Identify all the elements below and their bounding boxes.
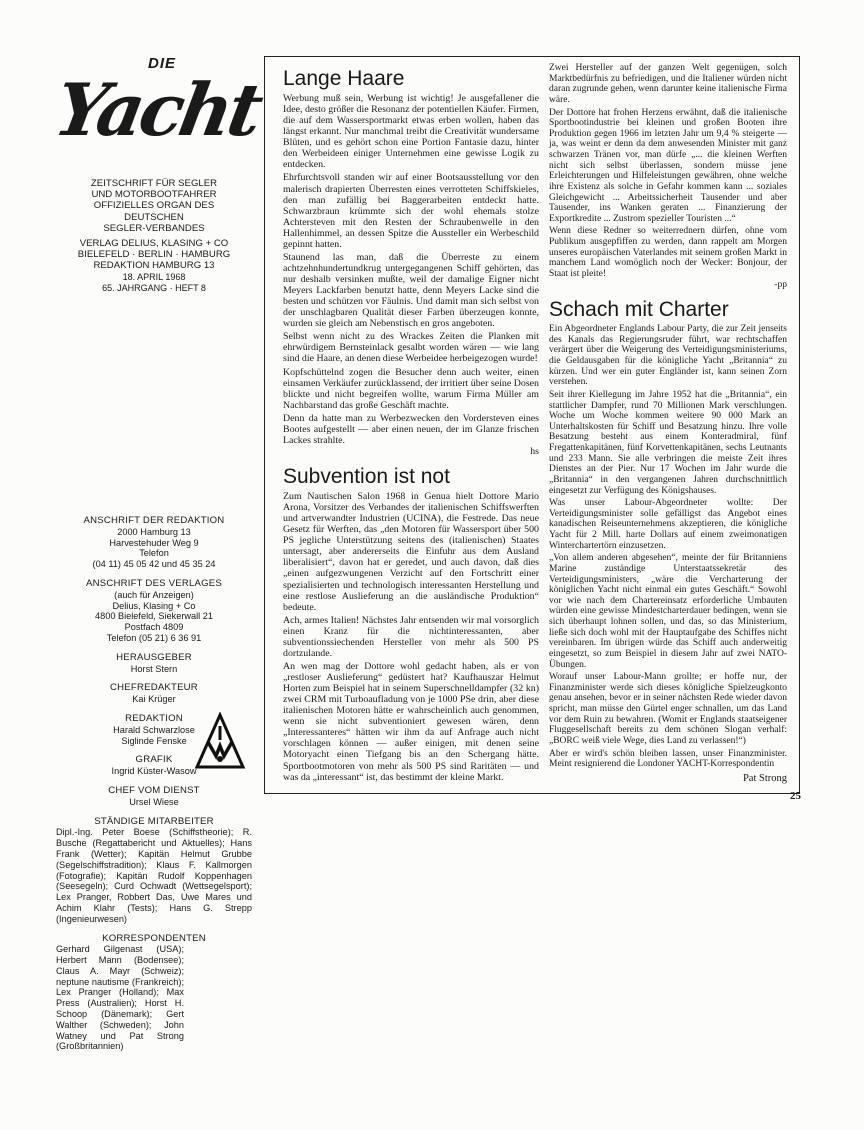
article-frame — [264, 56, 800, 794]
article-paragraph: Ein Abgeordneter Englands Labour Party, die zur Zeit jenseits des Kanals das Regierungsruder führt, war rechtschaffen verärgert über die Weigerung des Verteidigungsministeriums, die Geldausgaben für die königliche Yacht „Britannia“ zu kürzen. Und wer ein guter Engländer ist, kann seinen Zorn verstehen. — [549, 324, 787, 388]
article-paragraph: Ehrfurchtsvoll standen wir auf einer Bootsausstellung vor den malerisch drapierten Überresten eines verrotteten Schiffskieles, den man zufällig bei Baggerarbeiten entdeckt hatte. Schwarzbraun krümmte sich der wohl ehemals stolze Achtersteven mit den Resten der Schraubenwelle in den Hallenhimmel, an dessen Spitze die Aussteller ein Werbeschild gepinnt hatten. — [283, 172, 539, 250]
verlag-line: Postfach 4809 — [124, 622, 184, 633]
herausgeber-heading: HERAUSGEBER — [116, 651, 192, 663]
article-paragraph: Werbung muß sein, Werbung ist wichtig! Je ausgefallener die Idee, desto größer die Resonanz der potentiellen Käufer. Firmen, die auf dem Wassersportmarkt etwas erben wollen, haben das längst erkannt. Nur manchmal treibt die Creativität wundersame Blüten, und es gehört schon eine Portion Fantasie dazu, hinter den Werbeideen einiger Unternehmen eine gewisse Logik zu entdecken. — [283, 93, 539, 171]
redaktion-heading: ANSCHRIFT DER REDAKTION — [83, 515, 225, 526]
yacht-logo — [48, 52, 266, 164]
issue-date: 18. APRIL 1968 — [122, 271, 186, 282]
article-paragraph: Was unser Labour-Abgeordneter wollte: Der Verteidigungsminister solle gefälligst das Angebot eines kanadischen Reiseunternehmens akzeptieren, die königliche Yacht für 2 Mill. harte Dollars auf einem zweimonatigen Winterchartertörn einzusetzen. — [549, 498, 787, 551]
verlag-line: 4800 Bielefeld, Siekerwall 21 — [95, 611, 213, 622]
article-paragraph: Worauf unser Labour-Mann grollte; er hoffe nur, der Finanzminister werde sich dieses königliche Spielzeugkonto genau ansehen, bevor er in seiner nächsten Rede wieder davon spricht, man müsse den Gürtel enger schnallen, um das Land vor dem Ruin zu bewahren. (Womit er Englands staatseigener Fluggesellschaft bereits zu dem schönen Slogan verhalf: „BORC weiß viele Wege, dies Land zu verlassen!“) — [549, 672, 787, 746]
subtitle — [56, 178, 252, 234]
redaktion2-name: Harald Schwarzlose — [113, 724, 195, 735]
subtitle-line: ZEITSCHRIFT FÜR SEGLER — [90, 178, 218, 189]
article-author: Pat Strong — [742, 772, 787, 784]
redaktion-line: Telefon — [139, 548, 169, 559]
redaktion-line: 2000 Hamburg 13 — [117, 526, 191, 537]
issue-number: 65. JAHRGANG · HEFT 8 — [102, 282, 206, 293]
contacts-block — [56, 516, 252, 1052]
publisher — [56, 238, 252, 294]
chef-dienst-name: Ursel Wiese — [129, 796, 179, 807]
redaktion-line: (04 11) 45 05 42 und 45 35 24 — [92, 559, 216, 570]
subtitle-line: DEUTSCHEN — [124, 211, 184, 223]
page-number: 25 — [790, 790, 801, 802]
herausgeber-name: Horst Stern — [130, 663, 178, 674]
article-title-schach: Schach mit Charter — [549, 298, 729, 322]
logo-yacht: Yacht — [48, 67, 266, 152]
article-paragraph: Seit ihrer Kiellegung im Jahre 1952 hat die „Britannia“, ein stattlicher Dampfer, rund 70 Millionen Mark verschlungen. Woche um Woche kommen weitere 90 000 Mark an Unterhaltskosten für Schiff und Besatzung hinzu. Ihre volle Besatzung besteht aus einem Konteradmiral, fünf Fregattenkapitänen, fünf Korvettenkapitänen, sechs Leutnants und 233 Mann. Sie alle verbringen die meiste Zeit ihres Dienstes an der Pier. Nur 17 Wochen im Jahr wurde die „Britannia“ in den vergangenen Jahren durchschnittlich eingesetzt zur Verfügung des Königshauses. — [549, 389, 787, 496]
article-signature: hs — [530, 445, 539, 457]
publisher-line: BIELEFELD · BERLIN · HAMBURG — [77, 249, 231, 261]
article-title-lange-haare: Lange Haare — [283, 67, 405, 90]
korrespondenten-heading: KORRESPONDENTEN — [102, 932, 206, 944]
subtitle-line: SEGLER-VERBANDES — [103, 222, 205, 234]
mitarbeiter-text: Dipl.-Ing. Peter Boese (Schiffstheorie); R. Busche (Regattabericht und Aktuelles); Hans Frank (Wetter); Kapitän Helmut Grubbe (Segelschiffstradition); Klaus F. Kallmorgen (Fotografie); Kapitän Rudolf Koppenhagen (Seesegeln); Curd Ochwadt (Wettsegelsport); Lex Pranger, Robbert Das, Uwe Mares und Achim Klahr (Tests); Hans G. Strepp (Ingenieurwesen) — [56, 827, 252, 924]
logo-die: DIE — [148, 55, 177, 72]
redaktion2-heading: REDAKTION — [125, 712, 183, 724]
right-article-column — [549, 63, 787, 786]
chef-dienst-heading: CHEF VOM DIENST — [108, 784, 200, 796]
segler-verband-emblem-icon — [194, 712, 246, 770]
article-paragraph: An wen mag der Dottore wohl gedacht haben, als er von „restloser Auslieferung“ gedüstert hat? Kaufhauszar Helmut Horten zum Beispiel hat in seinem Superschnelldampfer (32 kn) zwei CRM mit Turboaufladung von je 1000 PSe drin, aber diese italienischen Motoren hätte er wahrscheinlich auch genommen, wenn sie nicht subventioniert gewesen wären, denn „Interessanteres“ hätten wir ihm da auf Anfrage auch nicht vorschlagen können — außer einigen, mit denen seine Motoryacht einen Tiefgang bis an den Schergang hätte. Sportbootmotoren von mehr als 500 PS sind Raritäten — und was da „interessant“ ist, das bestimmt der kleine Markt. — [283, 660, 539, 783]
article-paragraph: Wenn diese Redner so weiterrednern dürfen, ohne vom Publikum ausgepfiffen zu werden, dann rappelt am Morgen unseres europäischen Vaterlandes mit seinem großen Markt in manchem Land womöglich noch der Wecker: Bonjour, der Staat ist pleite! — [549, 226, 787, 279]
publisher-line: REDAKTION HAMBURG 13 — [93, 260, 215, 272]
publisher-line: VERLAG DELIUS, KLASING + CO — [79, 238, 229, 250]
article-paragraph: „Von allem anderen abgesehen“, meinte der für Britanniens Marine zuständige Unterstaatssekretär des Verteidigungsministers, „wäre die Vercharterung der königlichen Yacht nicht einmal ein gutes Geschäft.“ Sowohl vor wie nach dem Chartereinsatz erforderliche Umbauten würden eine gewisse Mindestcharterdauer bedingen, wenn sie sich überhaupt lohnen sollen, und das, so das Ministerium, ließe sich doch wohl mit der Hauptaufgabe des Schiffes nicht vereinbaren. Im übrigen würde das Schiff auch anderweitig eingesetzt, so zum Beispiel in diesem Jahr auf zwei NATO-Übungen. — [549, 553, 787, 670]
verlag-line: (auch für Anzeigen) — [114, 589, 194, 600]
article-paragraph: Aber er wird's schön bleiben lassen, unser Finanzminister. Meint resignierend die Londoner YACHT-Korrespondentin — [549, 748, 787, 770]
mitarbeiter-heading: STÄNDIGE MITARBEITER — [94, 815, 214, 827]
article-paragraph: Zwei Hersteller auf der ganzen Welt gegenügen, solch Marktbedürfnis zu befriedigen, und die Italiener würden nicht daran zugrunde gehen, wenn darunter keine italienische Firma wäre. — [549, 63, 787, 105]
article-paragraph: Ach, armes Italien! Nächstes Jahr entsenden wir mal vorsorglich einen Kranz für die nichtinteressanten, aber subventionssiechenden Hersteller von mehr als 500 PS dortzulande. — [283, 614, 539, 659]
redaktion2-name: Siglinde Fenske — [121, 735, 187, 746]
grafik-heading: GRAFIK — [135, 754, 173, 766]
redaktion-line: Harvestehuder Weg 9 — [109, 537, 199, 548]
chefredakteur-name: Kai Krüger — [132, 694, 176, 705]
article-paragraph: Der Dottore hat frohen Herzens erwähnt, daß die italienische Sportbootindustrie bei kleinen und großen Booten ihre Produktion gegen 1966 im letzten Jahr um 9,4 % steigerte — ja, was weint er denn da dem anwesenden Minister mit ganz schwarzen Tränen vor, man dürfe „... die kleinen Werften nicht sich selbst überlassen, sondern müsse jene Erleichterungen und Hilfeleistungen gewähren, ohne welche ihre Existenz als solche in Gefahr kommen kann ... soziales Gleichgewicht ... Arbeitssicherheit Tausender und aber Tausender, ins Wanken geraten ... Finanzierung der Exportkredite ... Zustrom spezieller Touristen ...“ — [549, 107, 787, 224]
article-paragraph: Staunend las man, daß die Überreste zu einem achtzehnhundertundkrug untergegangenen Schiff gehörten, das nur deshalb versinken mußte, weil der damalige Eigner nicht Meyers Lackfarben benutzt hatte, denn Meyers Lacke sind die besten und schützen vor Fäulnis. Und damit man sich selbst von der unschlagbaren Qualität dieser Farben überzeugen konnte, wurden sie gleich am Nebenstisch en gros angeboten. — [283, 251, 539, 330]
verlag-line: Delius, Klasing + Co — [112, 600, 196, 611]
article-paragraph: Zum Nautischen Salon 1968 in Genua hielt Dottore Mario Arona, Vorsitzer des Verbandes der italienischen Schiffswerften und artverwandter Industrien (UCINA), die Festrede. Das neue Gesetz für Werften, das „den Motoren für Wassersport über 500 PS jegliche Unterstützung seitens des (italienischen) Staates untersagt, aber andererseits die Einfuhr aus dem Ausland liberalisiert“, davon hat er geredet, und auch davon, daß dies „einen aufgezwungenen Verzicht auf den Fortschritt einer spezialisierten und technologisch interessanten Herstellung und eine restlose Auslieferung an die ausländische Produktion“ bedeute. — [283, 491, 539, 613]
subtitle-line: OFFIZIELLES ORGAN DES — [93, 200, 215, 212]
subtitle-line: UND MOTORBOOTFAHRER — [91, 189, 217, 201]
korrespondenten-text: Gerhard Gilgenast (USA); Herbert Mann (Bodensee); Claus A. Mayr (Schweiz); neptune nautisme (Frankreich); Lex Pranger (Holland); Max Press (Australien); Horst H. Schoop (Dänemark); Gert Walther (Schweden); John Watney und Pat Strong (Großbritannien) — [56, 944, 184, 1052]
article-paragraph: Kopfschüttelnd zogen die Besucher denn auch weiter, einen einsamen Verkäufer zurücklassend, der irritiert über seine Dosen blickte und nicht begreifen wollte, warum Firma Müller am Nachbarstand das große Geschäft machte. — [283, 366, 539, 411]
verlag-heading: ANSCHRIFT DES VERLAGES — [86, 577, 222, 589]
article-title-subvention: Subvention ist not — [283, 465, 450, 488]
article-paragraph: Denn da hatte man zu Werbezwecken den Vordersteven eines Bootes aufgestellt — aber einen neuen, der im Glanze frischen Lackes strahlte. — [283, 412, 539, 446]
grafik-name: Ingrid Küster-Wasow — [111, 766, 197, 777]
masthead-column — [48, 52, 266, 294]
chefredakteur-heading: CHEFREDAKTEUR — [110, 682, 198, 694]
left-article-column — [283, 63, 539, 785]
article-paragraph: Selbst wenn nicht zu des Wrackes Zeiten die Planken mit ehrwürdigem Bernsteinlack gesalbt worden wären — wie lang sind die Haare, an denen diese Werbeidee herbeigezogen wurde! — [283, 331, 539, 365]
article-signature: -pp — [774, 279, 787, 290]
verlag-line: Telefon (05 21) 6 36 91 — [106, 632, 202, 643]
